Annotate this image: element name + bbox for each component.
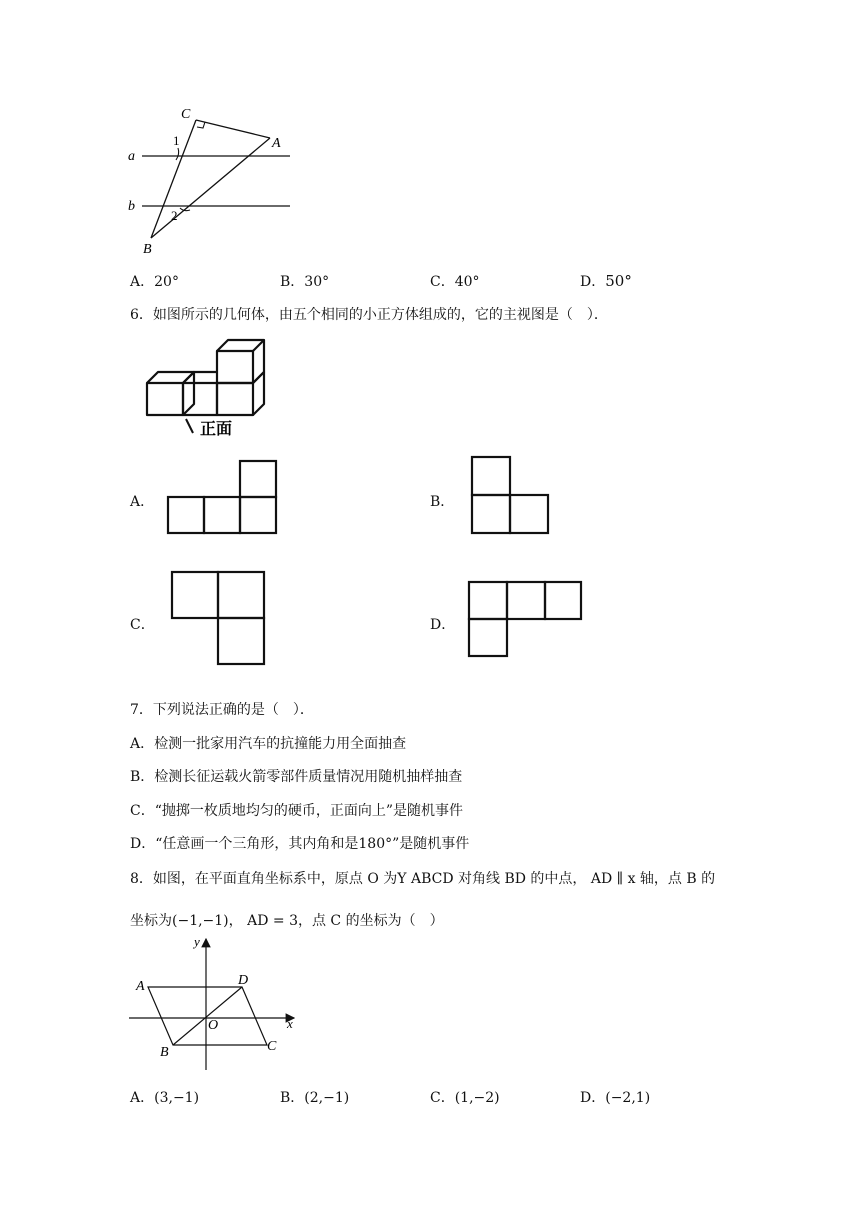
label-B: B bbox=[160, 1045, 169, 1060]
diagonal-bd bbox=[173, 987, 242, 1045]
q8-stem-line2: 坐标为(−1,−1)， AD = 3，点 C 的坐标为（ ） bbox=[130, 913, 444, 929]
label-D: D bbox=[238, 973, 249, 988]
q7-option-b[interactable]: B．检测长征运载火箭零部件质量情况用随机抽样抽查 bbox=[130, 769, 463, 785]
q6-option-d-figure[interactable] bbox=[467, 580, 583, 658]
q8-stem-line1: 8．如图，在平面直角坐标系中，原点 O 为Y ABCD 对角线 BD 的中点， AD ∥ x 轴，点 B 的 bbox=[130, 871, 716, 887]
label-angle-2: 2 bbox=[171, 208, 178, 223]
label-b: b bbox=[128, 199, 135, 214]
segment-ca bbox=[196, 120, 270, 138]
q6-option-c-figure[interactable] bbox=[170, 570, 266, 666]
q8-option-c[interactable]: C．(1,−2) bbox=[430, 1090, 500, 1106]
q7-option-c[interactable]: C．“抛掷一枚质地均匀的硬币，正面向上”是随机事件 bbox=[130, 803, 464, 819]
q6-option-a[interactable]: A． bbox=[130, 494, 155, 510]
right-angle-mark bbox=[197, 122, 205, 128]
label-a: a bbox=[128, 149, 135, 164]
q5-option-c[interactable]: C．40° bbox=[430, 274, 480, 290]
q8-figure bbox=[122, 932, 304, 1074]
q6-option-b-figure[interactable] bbox=[470, 455, 552, 535]
label-O: O bbox=[208, 1018, 219, 1033]
q8-option-b[interactable]: B．(2,−1) bbox=[280, 1090, 350, 1106]
q6-option-d[interactable]: D． bbox=[430, 617, 456, 633]
angle-1-arc bbox=[176, 148, 179, 160]
q6-option-a-figure[interactable] bbox=[166, 459, 278, 536]
label-C: C bbox=[267, 1039, 277, 1054]
label-x: x bbox=[287, 1016, 293, 1031]
label-B: B bbox=[143, 242, 152, 257]
q6-stem: 6．如图所示的几何体，由五个相同的小正方体组成的，它的主视图是（ ）． bbox=[130, 307, 608, 323]
q7-option-d[interactable]: D．“任意画一个三角形，其内角和是180°”是随机事件 bbox=[130, 836, 470, 852]
q8-option-a[interactable]: A．(3,−1) bbox=[130, 1090, 200, 1106]
q5-option-a[interactable]: A．20° bbox=[130, 274, 179, 290]
front-label: 正面 bbox=[200, 421, 233, 436]
q7-option-a[interactable]: A．检测一批家用汽车的抗撞能力用全面抽查 bbox=[130, 736, 407, 752]
front-arrow bbox=[186, 419, 193, 433]
q8-option-d[interactable]: D．(−2,1) bbox=[580, 1090, 651, 1106]
q6-solid-figure bbox=[136, 336, 272, 436]
label-C: C bbox=[181, 107, 191, 122]
label-angle-1: 1 bbox=[173, 133, 180, 148]
label-A: A bbox=[272, 136, 281, 151]
q6-option-b[interactable]: B． bbox=[430, 494, 455, 510]
q7-stem: 7．下列说法正确的是（ ）． bbox=[130, 702, 314, 718]
segment-ab bbox=[151, 138, 270, 238]
label-y: y bbox=[194, 934, 200, 949]
q5-option-b[interactable]: B．30° bbox=[280, 274, 330, 290]
label-A: A bbox=[136, 979, 145, 994]
q5-option-d[interactable]: D．50° bbox=[580, 272, 632, 290]
q6-option-c[interactable]: C． bbox=[130, 617, 155, 633]
q5-figure bbox=[120, 100, 300, 260]
